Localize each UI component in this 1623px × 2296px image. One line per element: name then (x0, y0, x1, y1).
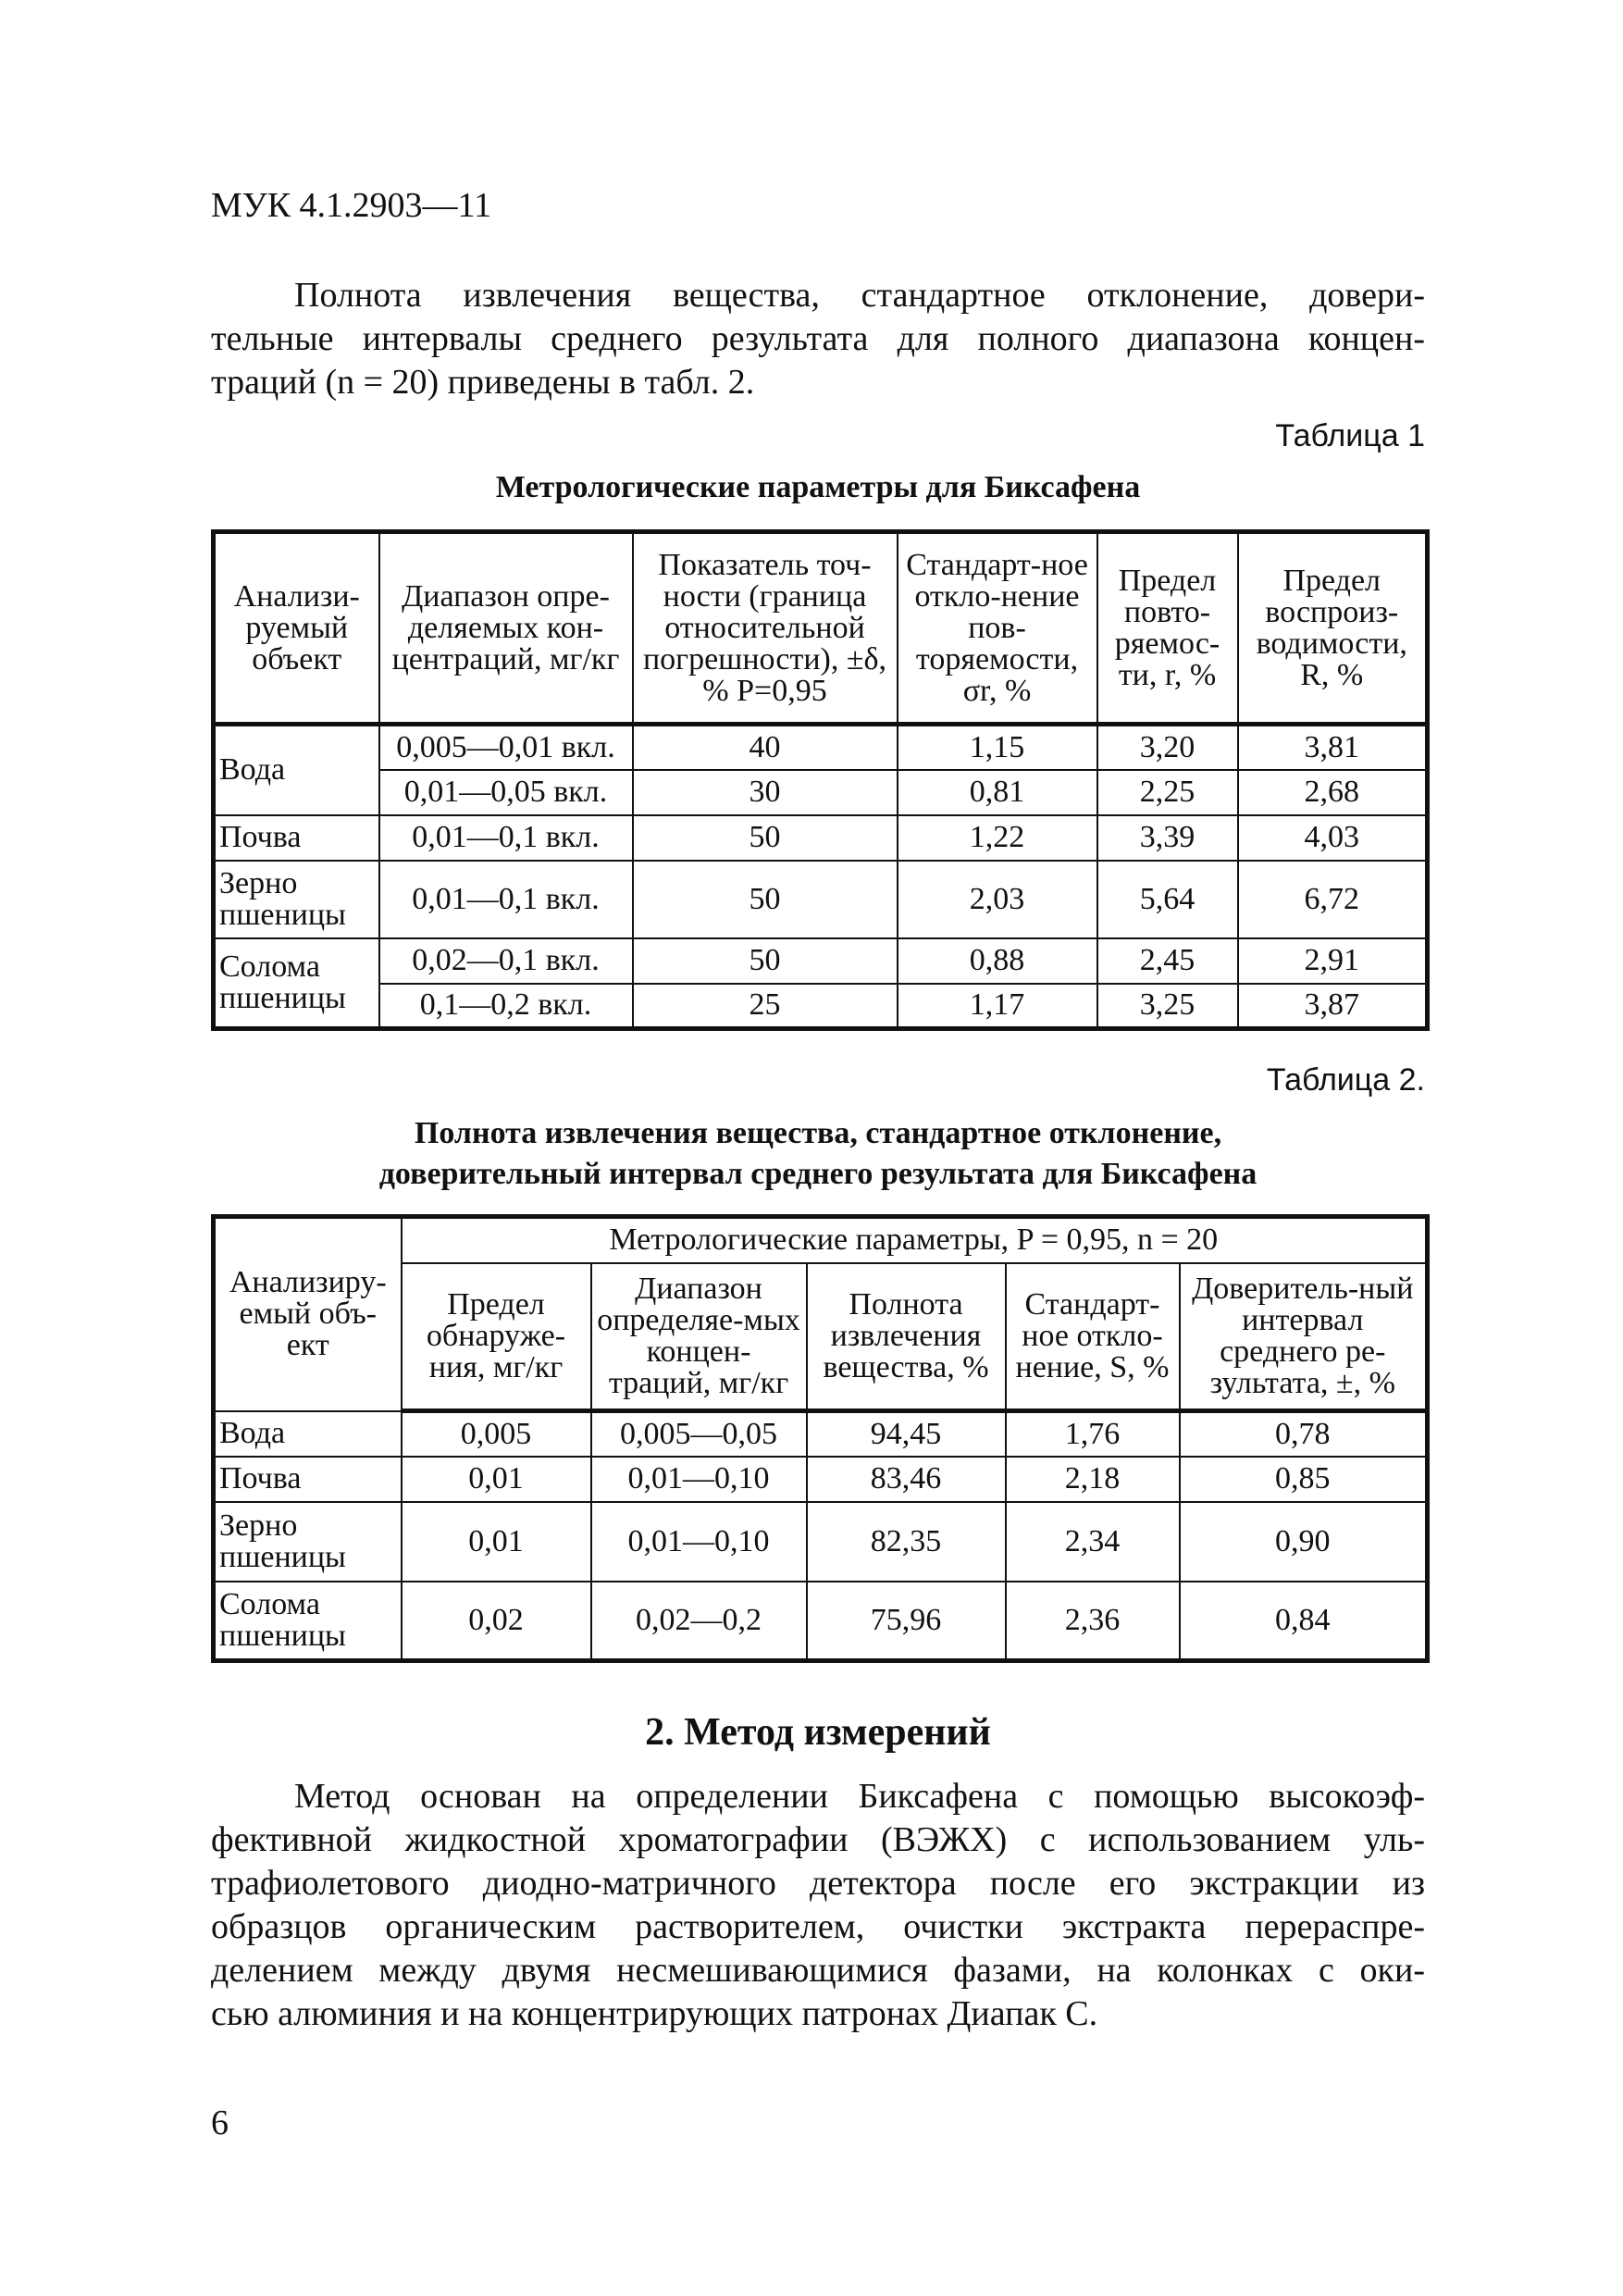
table1-cell: 1,17 (898, 984, 1097, 1029)
table1-cell: 2,45 (1097, 938, 1238, 984)
table1-cell: 3,87 (1238, 984, 1428, 1029)
table2 (211, 1214, 1430, 1663)
table1-cell: 0,81 (898, 770, 1097, 815)
table2-cell: 0,90 (1180, 1502, 1428, 1582)
table2-cell: 0,02—0,2 (591, 1582, 807, 1661)
table1-number: Таблица 1 (1275, 418, 1425, 453)
table1-cell: 3,39 (1097, 815, 1238, 861)
table2-cell: 82,35 (807, 1502, 1006, 1582)
table2-cell: 0,01 (402, 1457, 591, 1502)
table1-cell: 2,68 (1238, 770, 1428, 815)
table1-cell: 25 (633, 984, 898, 1029)
table1-cell: 2,03 (898, 861, 1097, 938)
method-paragraph (211, 1775, 1425, 2036)
method-line: фективной жидкостной хроматографии (ВЭЖХ) с использованием уль- (211, 1820, 1425, 1859)
table2-object: Почва (214, 1457, 402, 1502)
table1-header: Анализи-руемый объект (214, 532, 379, 725)
page-number: 6 (211, 2104, 229, 2142)
table2-cell: 75,96 (807, 1582, 1006, 1661)
table2-cell: 2,34 (1006, 1502, 1180, 1582)
table1-cell: 0,005—0,01 вкл. (379, 725, 633, 770)
table1-cell: 30 (633, 770, 898, 815)
intro-line: траций (n = 20) приведены в табл. 2. (211, 363, 755, 402)
table1-cell: 2,91 (1238, 938, 1428, 984)
table2-cell: 2,36 (1006, 1582, 1180, 1661)
table2-cell: 0,85 (1180, 1457, 1428, 1502)
table2-cell: 0,01 (402, 1502, 591, 1582)
table1-cell: 0,01—0,1 вкл. (379, 861, 633, 938)
table2-cell: 1,76 (1006, 1411, 1180, 1457)
table2-header: Диапазон определяе-мых концен-траций, мг/кг (591, 1263, 807, 1411)
table1 (211, 529, 1430, 1031)
table2-title-line: доверительный интервал среднего результата для Биксафена (378, 1157, 1258, 1191)
document-code: МУК 4.1.2903—11 (211, 186, 492, 225)
table2-title (211, 1113, 1425, 1195)
intro-line: тельные интервалы среднего результата для полного диапазона концен- (211, 319, 1425, 358)
table1-title: Метрологические параметры для Биксафена (495, 470, 1141, 504)
table1-header: Диапазон опре-деляемых кон-центраций, мг/кг (379, 532, 633, 725)
table2-cell: 0,78 (1180, 1411, 1428, 1457)
method-line: трафиолетового диодно-матричного детектора после его экстракции из (211, 1864, 1425, 1903)
table1-cell: 0,01—0,1 вкл. (379, 815, 633, 861)
method-line: образцов органическим растворителем, очистки экстракта перераспре- (211, 1907, 1425, 1946)
table2-header: Предел обнаруже-ния, мг/кг (402, 1263, 591, 1411)
table1-cell: 6,72 (1238, 861, 1428, 938)
table2-cell: 0,005 (402, 1411, 591, 1457)
table2-cell: 0,02 (402, 1582, 591, 1661)
table1-cell: 1,22 (898, 815, 1097, 861)
table2-object: Солома пшеницы (214, 1582, 402, 1661)
table1-cell: 50 (633, 815, 898, 861)
table2-header: Полнота извлечения вещества, % (807, 1263, 1006, 1411)
table1-cell: 40 (633, 725, 898, 770)
method-line: делением между двумя несмешивающимися фазами, на колонках с оки- (211, 1951, 1425, 1990)
table2-cell: 0,01—0,10 (591, 1502, 807, 1582)
table1-cell: 0,02—0,1 вкл. (379, 938, 633, 984)
table1-header: Показатель точ-ности (граница относительной погрешности), ±δ, % P=0,95 (633, 532, 898, 725)
table2-header: Анализиру-емый объ-ект (214, 1217, 402, 1411)
table2-title-line: Полнота извлечения вещества, стандартное отклонение, (414, 1116, 1222, 1150)
table1-header: Предел повто-ряемос-ти, r, % (1097, 532, 1238, 725)
table1-object: Солома пшеницы (214, 938, 379, 1029)
table1-cell: 2,25 (1097, 770, 1238, 815)
table2-cell: 83,46 (807, 1457, 1006, 1502)
section-heading: 2. Метод измерений (645, 1711, 991, 1754)
table1-header: Стандарт-ное откло-нение пов-торяемости, σr, % (898, 532, 1097, 725)
table1-cell: 0,01—0,05 вкл. (379, 770, 633, 815)
table2-header: Доверитель-ный интервал среднего ре-зультата, ±, % (1180, 1263, 1428, 1411)
table2-cell: 2,18 (1006, 1457, 1180, 1502)
table2-cell: 0,005—0,05 (591, 1411, 807, 1457)
table2-number: Таблица 2. (1266, 1062, 1425, 1098)
table2-object: Зерно пшеницы (214, 1502, 402, 1582)
table2-cell: 0,01—0,10 (591, 1457, 807, 1502)
table2-object: Вода (214, 1411, 402, 1457)
table1-object: Вода (214, 725, 379, 815)
table1-cell: 50 (633, 938, 898, 984)
table1-object: Почва (214, 815, 379, 861)
table1-cell: 5,64 (1097, 861, 1238, 938)
table1-cell: 0,1—0,2 вкл. (379, 984, 633, 1029)
table1-cell: 0,88 (898, 938, 1097, 984)
table1-cell: 3,25 (1097, 984, 1238, 1029)
table2-cell: 0,84 (1180, 1582, 1428, 1661)
table1-cell: 3,20 (1097, 725, 1238, 770)
table2-group-header: Метрологические параметры, P = 0,95, n = 20 (402, 1217, 1428, 1263)
table1-object: Зерно пшеницы (214, 861, 379, 938)
intro-line: Полнота извлечения вещества, стандартное отклонение, довери- (294, 276, 1425, 315)
table1-header: Предел воспроиз-водимости, R, % (1238, 532, 1428, 725)
table2-cell: 94,45 (807, 1411, 1006, 1457)
table2-header: Стандарт-ное откло-нение, S, % (1006, 1263, 1180, 1411)
method-line: Метод основан на определении Биксафена с помощью высокоэф- (294, 1777, 1425, 1816)
table1-cell: 3,81 (1238, 725, 1428, 770)
table1-cell: 50 (633, 861, 898, 938)
intro-paragraph (211, 274, 1425, 404)
table1-cell: 4,03 (1238, 815, 1428, 861)
table1-cell: 1,15 (898, 725, 1097, 770)
method-line: сью алюминия и на концентрирующих патронах Диапак С. (211, 1994, 1098, 2033)
